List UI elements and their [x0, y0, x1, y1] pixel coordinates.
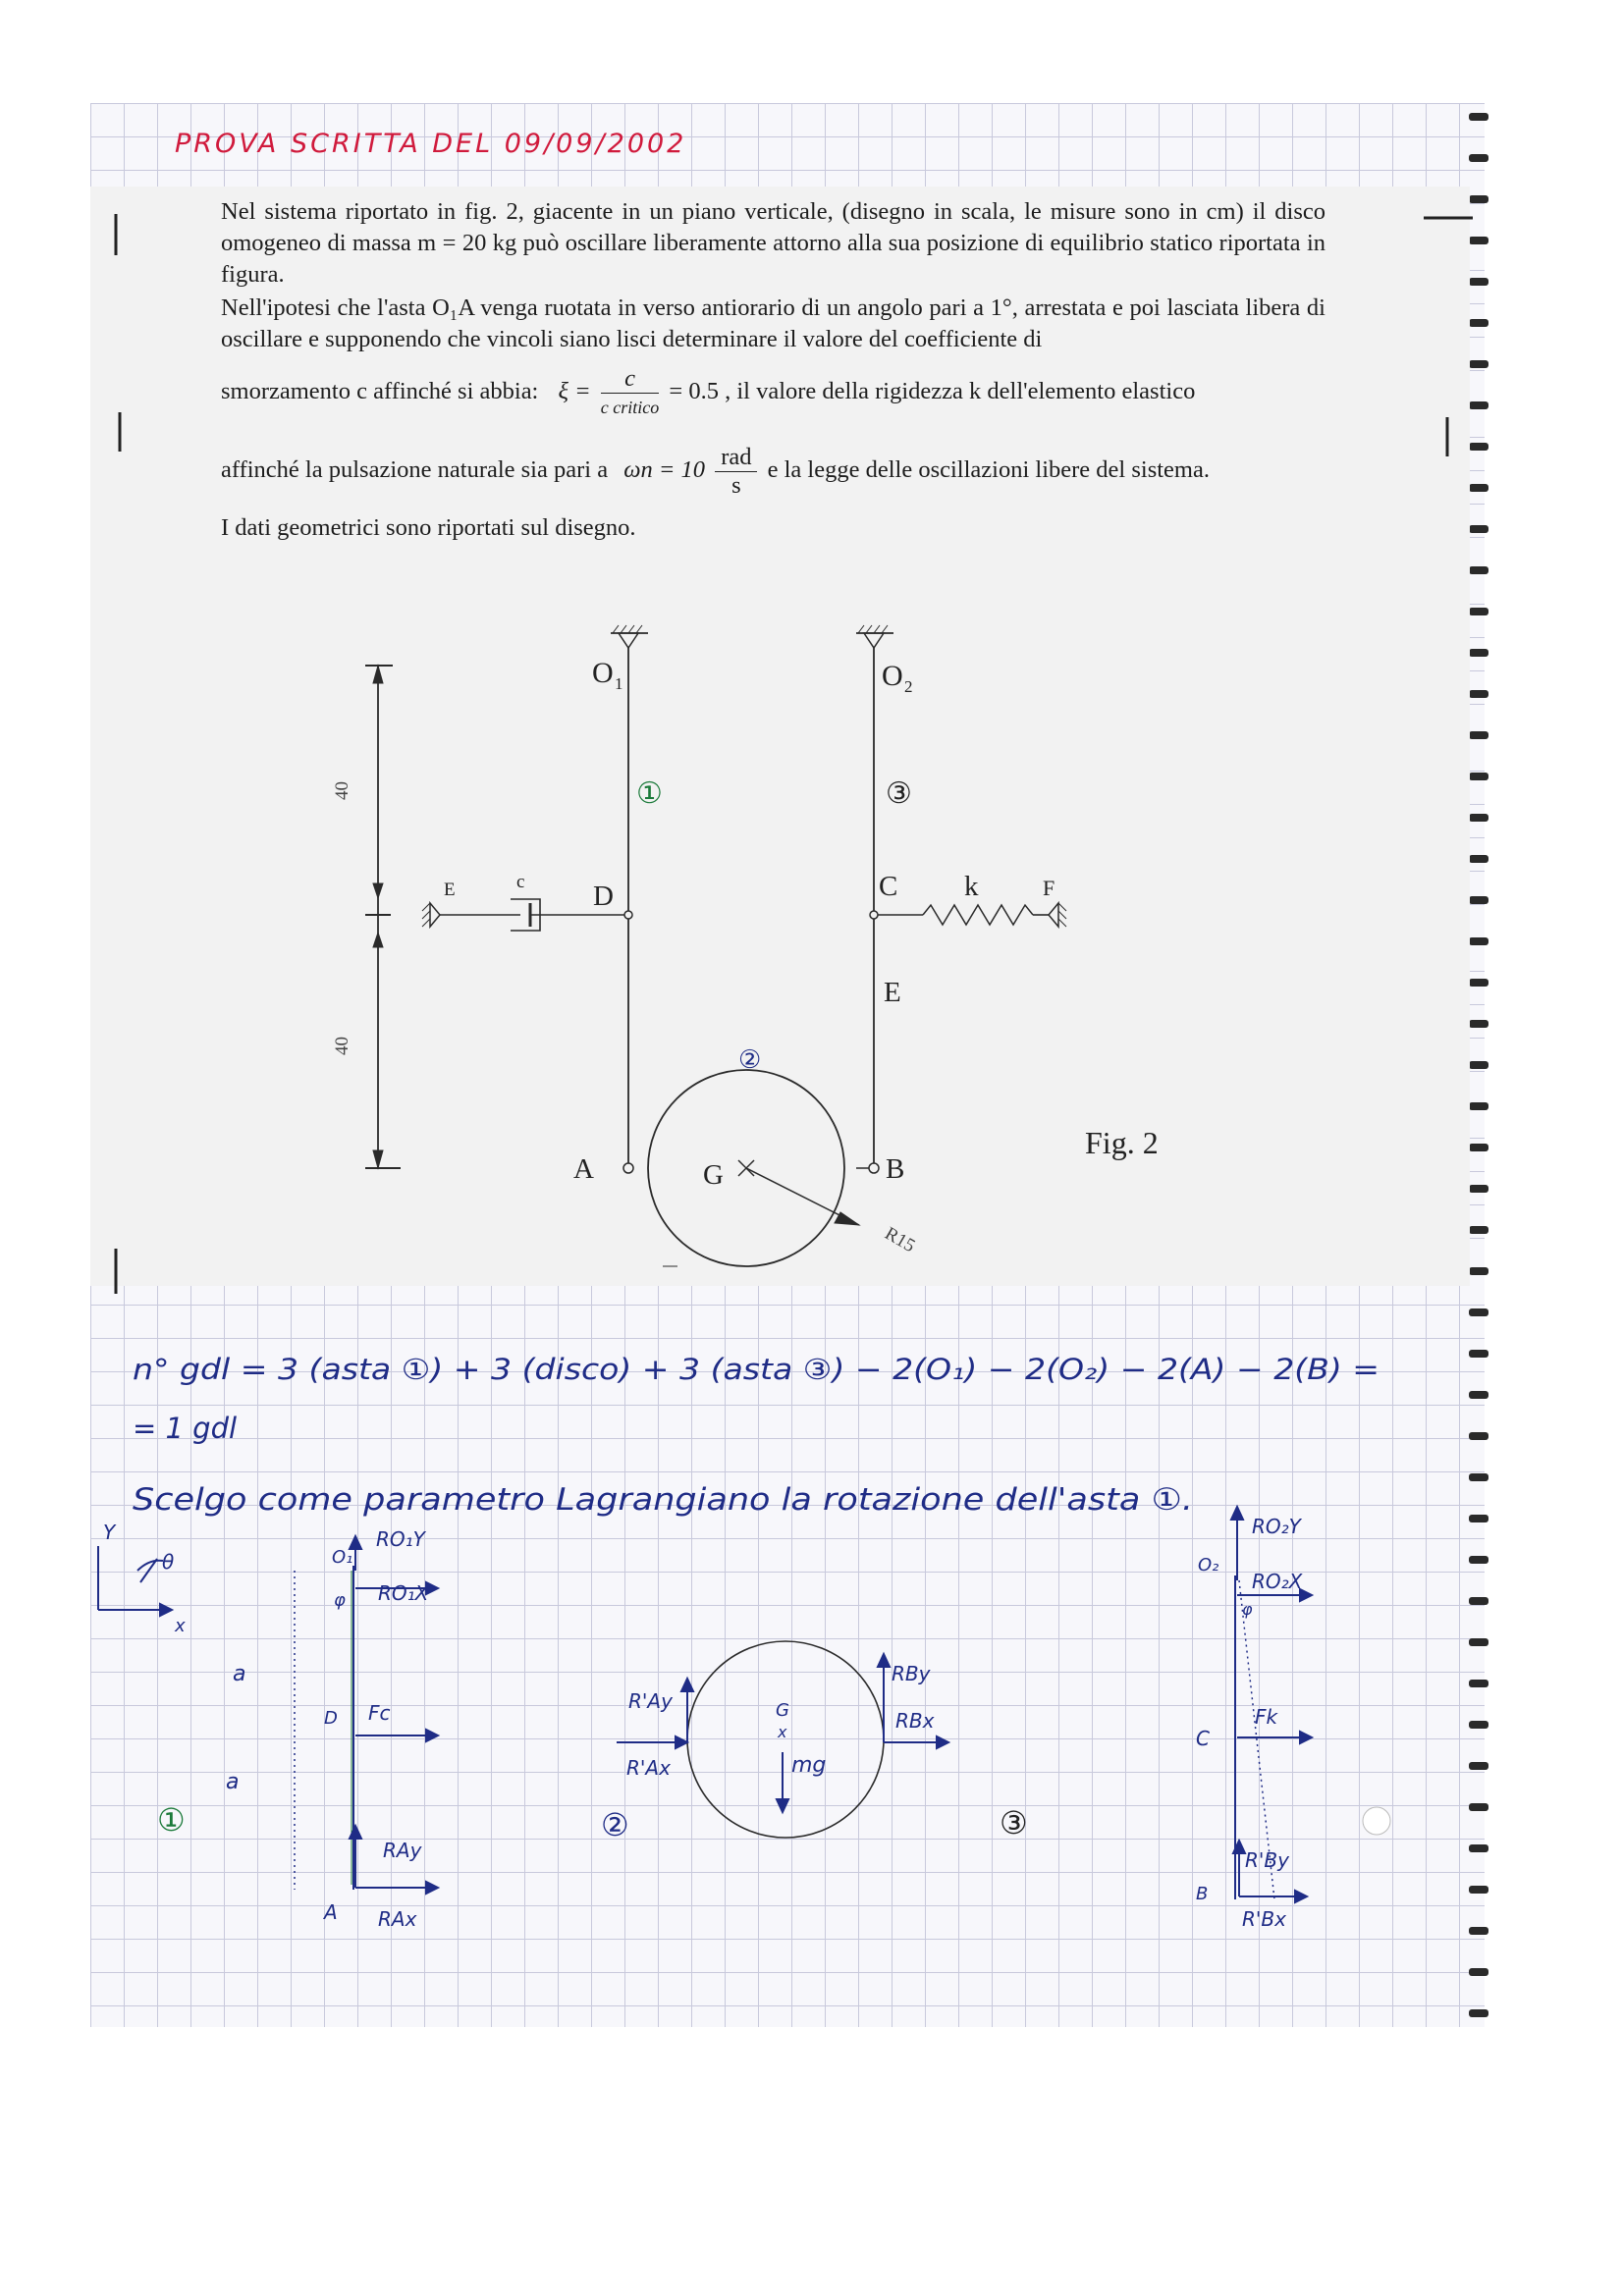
- body3-label-B: B: [1196, 1884, 1209, 1904]
- label-E-left: E: [444, 880, 456, 900]
- dimension-lower: 40: [332, 1037, 352, 1055]
- axis-label-theta: θ: [162, 1550, 175, 1574]
- xi-denominator: c critico: [600, 398, 660, 417]
- dof-result: = 1 gdl: [133, 1412, 238, 1445]
- omega-symbol: ωn = 10: [623, 456, 706, 484]
- damping-text: smorzamento c affinché si abbia:: [221, 378, 539, 405]
- body2-weight-mg: mg: [791, 1753, 827, 1778]
- body2-mark: ②: [601, 1806, 629, 1843]
- label-D: D: [593, 881, 614, 912]
- lagrange-parameter-line: Scelgo come parametro Lagrangiano la rotazione dell'asta ①.: [133, 1482, 1193, 1518]
- xi-numerator: c: [601, 365, 659, 394]
- body1-mark: ①: [157, 1801, 186, 1839]
- body2-force-RAy: R'Ay: [628, 1689, 673, 1713]
- body1-distance-a-upper: a: [233, 1662, 246, 1686]
- label-O1: O: [592, 657, 614, 689]
- problem-paragraph-5: I dati geometrici sono riportati sul disegno.: [221, 514, 636, 541]
- dimension-upper: 40: [332, 781, 352, 800]
- reference-axes: [98, 1546, 175, 1616]
- body1-distance-a-lower: a: [226, 1770, 240, 1794]
- figure-body-mark-1: ①: [636, 776, 663, 811]
- body3-force-RO2y: RO₂Y: [1252, 1515, 1301, 1538]
- problem-paragraph-1: Nel sistema riportato in fig. 2, giacente in un piano verticale, (disegno in scala, le misure sono in cm) il disco omogeneo di massa m = 20 kg può oscillare liberamente attorno alla sua posizione di equilibrio statico riportata in figura.: [221, 198, 1325, 288]
- stiffness-text: = 0.5 , il valore della rigidezza k dell'elemento elastico: [669, 378, 1196, 405]
- body2-force-RBx: RBx: [895, 1709, 935, 1733]
- body3-mark: ③: [1000, 1804, 1028, 1842]
- binder-hole: [1363, 1807, 1390, 1835]
- body3-force-RBy: R'By: [1245, 1848, 1289, 1872]
- pulsation-text: affinché la pulsazione naturale sia pari a: [221, 456, 609, 484]
- label-O2-subscript: 2: [904, 677, 913, 696]
- xi-symbol: ξ =: [558, 378, 591, 405]
- label-B: B: [886, 1153, 905, 1185]
- header-title: PROVA SCRITTA DEL 09/09/2002: [175, 129, 687, 159]
- body2-force-RBy: RBy: [892, 1662, 931, 1685]
- label-C: C: [879, 871, 898, 902]
- figure-caption: Fig. 2: [1085, 1125, 1159, 1160]
- body2-force-RAx: R'Ax: [626, 1756, 671, 1780]
- axis-label-x: x: [175, 1616, 186, 1636]
- omega-denominator: s: [731, 472, 741, 499]
- body3-force-RO2x: RO₂X: [1252, 1570, 1303, 1593]
- label-G: G: [703, 1159, 724, 1191]
- body2-label-G: G: [776, 1700, 789, 1721]
- label-k: k: [964, 871, 979, 902]
- body1-force-RO1y: RO₁Y: [376, 1527, 425, 1551]
- figure-body-mark-2: ②: [738, 1045, 762, 1075]
- dof-count-line: n° gdl = 3 (asta ①) + 3 (disco) + 3 (asta ③) − 2(O₁) − 2(O₂) − 2(A) − 2(B) =: [133, 1353, 1380, 1386]
- body1-force-RO1x: RO₁X: [378, 1581, 429, 1605]
- body3-label-O2: O₂: [1198, 1555, 1219, 1575]
- axis-label-y: Y: [103, 1521, 116, 1544]
- label-O1-subscript: 1: [615, 674, 623, 693]
- body1-label-O1: O₁: [332, 1547, 353, 1568]
- body3-force-Fk: Fk: [1255, 1705, 1278, 1729]
- problem-paragraph-2: Nell'ipotesi che l'asta O₁A venga ruotata in verso antiorario di un angolo pari a 1°, arrestata e poi lasciata libera di oscillare e supponendo che vincoli siano lisci determinare il valore del coefficiente di: [221, 294, 1325, 352]
- label-damper-c: c: [516, 872, 525, 892]
- body1-label-D: D: [324, 1708, 338, 1729]
- body3-angle-phi: φ: [1242, 1600, 1253, 1619]
- label-E-right: E: [884, 977, 901, 1008]
- body2-center-x: x: [778, 1723, 787, 1741]
- label-radius: R15: [881, 1223, 919, 1257]
- figure-body-mark-3: ③: [886, 776, 912, 811]
- body1-force-RAx: RAx: [378, 1907, 417, 1931]
- body1-force-Fc: Fc: [368, 1701, 391, 1725]
- label-A: A: [573, 1153, 594, 1185]
- label-O2: O: [882, 660, 903, 692]
- body1-label-A: A: [324, 1900, 338, 1924]
- body1-force-RAy: RAy: [383, 1839, 422, 1862]
- label-F: F: [1043, 876, 1055, 900]
- free-oscillation-text: e la legge delle oscillazioni libere del sistema.: [767, 456, 1210, 484]
- body3-force-RBx: R'Bx: [1242, 1907, 1286, 1931]
- body1-angle-phi: φ: [334, 1590, 346, 1611]
- body3-label-C: C: [1196, 1727, 1210, 1750]
- omega-numerator: rad: [715, 444, 757, 472]
